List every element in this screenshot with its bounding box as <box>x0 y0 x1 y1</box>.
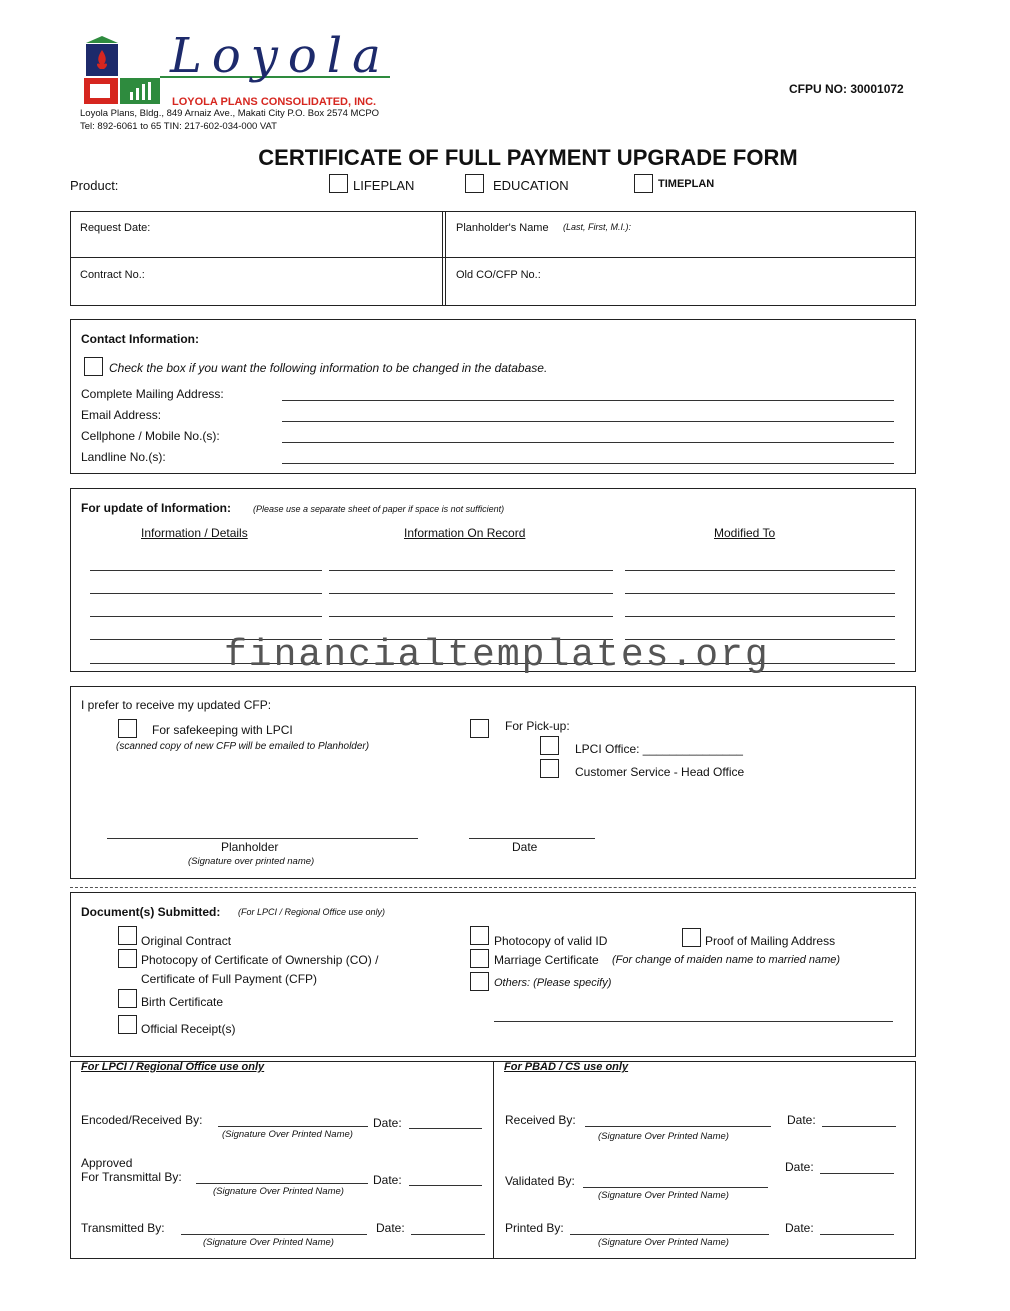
valid-id-checkbox[interactable] <box>470 926 489 945</box>
pickup-label: For Pick-up: <box>505 719 570 733</box>
validated-sig-note: (Signature Over Printed Name) <box>598 1190 729 1201</box>
contact-heading: Contact Information: <box>81 332 199 346</box>
documents-heading: Document(s) Submitted: <box>81 905 221 919</box>
update-field-modified-1[interactable] <box>625 570 895 571</box>
encoded-date-label: Date: <box>373 1116 402 1130</box>
validated-date-field[interactable] <box>820 1173 894 1174</box>
encoded-by-field[interactable] <box>218 1126 368 1127</box>
encoded-date-field[interactable] <box>409 1128 482 1129</box>
received-date-field[interactable] <box>822 1126 896 1127</box>
safekeeping-label: For safekeeping with LPCI <box>152 723 293 737</box>
email-address-label: Email Address: <box>81 408 162 422</box>
printed-date-field[interactable] <box>820 1234 894 1235</box>
others-label: Others: (Please specify) <box>494 977 612 989</box>
lifeplan-checkbox[interactable] <box>329 174 348 193</box>
encoded-by-sig-note: (Signature Over Printed Name) <box>222 1129 353 1140</box>
others-specify-field[interactable] <box>494 1021 893 1022</box>
mobile-no-label: Cellphone / Mobile No.(s): <box>81 429 220 443</box>
received-date-label: Date: <box>787 1113 816 1127</box>
company-tel: Tel: 892-6061 to 65 TIN: 217-602-034-000 VAT <box>80 121 277 132</box>
birth-certificate-label: Birth Certificate <box>141 995 224 1009</box>
education-label: EDUCATION <box>493 178 569 193</box>
receive-box <box>70 686 916 879</box>
encoded-by-label: Encoded/Received By: <box>81 1113 203 1127</box>
received-by-label: Received By: <box>505 1113 576 1127</box>
official-receipt-checkbox[interactable] <box>118 1015 137 1034</box>
company-address: Loyola Plans, Bldg., 849 Arnaiz Ave., Makati City P.O. Box 2574 MCPO <box>80 108 380 119</box>
col-modified-to: Modified To <box>714 526 776 540</box>
receive-heading: I prefer to receive my updated CFP: <box>81 698 272 712</box>
cut-line <box>70 887 916 888</box>
transmitted-date-label: Date: <box>376 1221 405 1235</box>
transmitted-date-field[interactable] <box>411 1234 485 1235</box>
approved-date-label: Date: <box>373 1173 402 1187</box>
marriage-certificate-checkbox[interactable] <box>470 949 489 968</box>
printed-date-label: Date: <box>785 1221 814 1235</box>
mailing-address-field[interactable] <box>282 400 894 401</box>
office-use-divider <box>493 1061 494 1259</box>
update-note: (Please use a separate sheet of paper if space is not sufficient) <box>253 504 505 514</box>
form-title: CERTIFICATE OF FULL PAYMENT UPGRADE FORM <box>258 145 798 170</box>
update-field-details-2[interactable] <box>90 593 322 594</box>
landline-no-field[interactable] <box>282 463 894 464</box>
photocopy-co-label-2: Certificate of Full Payment (CFP) <box>141 972 318 986</box>
photocopy-co-label: Photocopy of Certificate of Ownership (CO) / <box>141 953 379 967</box>
lpci-office-heading: For LPCI / Regional Office use only <box>81 1061 265 1073</box>
validated-by-field[interactable] <box>583 1187 768 1188</box>
product-label: Product: <box>70 178 119 193</box>
mailing-address-label: Complete Mailing Address: <box>81 387 224 401</box>
lpci-office-checkbox[interactable] <box>540 736 559 755</box>
request-divider <box>442 211 446 306</box>
col-information-details: Information / Details <box>141 526 248 540</box>
update-field-record-1[interactable] <box>329 570 613 571</box>
received-sig-note: (Signature Over Printed Name) <box>598 1131 729 1142</box>
official-receipt-label: Official Receipt(s) <box>141 1022 236 1036</box>
safekeeping-checkbox[interactable] <box>118 719 137 738</box>
approved-transmittal-label: For Transmittal By: <box>81 1170 182 1184</box>
company-name: LOYOLA PLANS CONSOLIDATED, INC. <box>172 96 377 108</box>
planholder-note: (Signature over printed name) <box>188 856 315 867</box>
request-date-label: Request Date: <box>80 222 151 234</box>
update-field-modified-3[interactable] <box>625 616 895 617</box>
printed-sig-note: (Signature Over Printed Name) <box>598 1237 729 1248</box>
timeplan-checkbox[interactable] <box>634 174 653 193</box>
pickup-checkbox[interactable] <box>470 719 489 738</box>
change-database-checkbox[interactable] <box>84 357 103 376</box>
receive-date-label: Date <box>512 840 538 854</box>
receive-date-line[interactable] <box>469 838 595 839</box>
approved-label: Approved <box>81 1156 133 1170</box>
update-field-details-1[interactable] <box>90 570 322 571</box>
col-information-on-record: Information On Record <box>404 526 526 540</box>
update-field-modified-2[interactable] <box>625 593 895 594</box>
marriage-certificate-label: Marriage Certificate <box>494 953 599 967</box>
validated-date-label: Date: <box>785 1160 814 1174</box>
email-address-field[interactable] <box>282 421 894 422</box>
logo-wordmark: Loyola <box>170 28 391 84</box>
approved-sig-note: (Signature Over Printed Name) <box>213 1186 344 1197</box>
transmitted-by-field[interactable] <box>181 1234 367 1235</box>
birth-certificate-checkbox[interactable] <box>118 989 137 1008</box>
proof-address-label: Proof of Mailing Address <box>705 934 836 948</box>
received-by-field[interactable] <box>585 1126 771 1127</box>
planholder-signature-line[interactable] <box>107 838 418 839</box>
education-checkbox[interactable] <box>465 174 484 193</box>
safekeeping-note: (scanned copy of new CFP will be emailed to Planholder) <box>116 741 370 752</box>
pbad-cs-heading: For PBAD / CS use only <box>504 1061 629 1073</box>
mobile-no-field[interactable] <box>282 442 894 443</box>
old-co-label: Old CO/CFP No.: <box>456 269 541 281</box>
cfpu-number: CFPU NO: 30001072 <box>789 82 904 96</box>
original-contract-label: Original Contract <box>141 934 232 948</box>
update-heading: For update of Information: <box>81 501 231 515</box>
lifeplan-label: LIFEPLAN <box>353 178 415 193</box>
photocopy-co-checkbox[interactable] <box>118 949 137 968</box>
cs-head-office-label: Customer Service - Head Office <box>575 765 745 779</box>
request-row-divider <box>70 257 916 258</box>
lpci-office-label: LPCI Office: _______________ <box>575 742 743 756</box>
planholder-label: Planholder <box>221 840 279 854</box>
update-field-record-2[interactable] <box>329 593 613 594</box>
approved-date-field[interactable] <box>409 1185 482 1186</box>
watermark-text: financialtemplates.org <box>224 634 770 677</box>
valid-id-label: Photocopy of valid ID <box>494 934 608 948</box>
documents-note: (For LPCI / Regional Office use only) <box>238 907 386 917</box>
transmitted-sig-note: (Signature Over Printed Name) <box>203 1237 334 1248</box>
transmitted-by-label: Transmitted By: <box>81 1221 165 1235</box>
approved-by-field[interactable] <box>196 1183 368 1184</box>
planholder-name-hint: (Last, First, M.I.): <box>563 222 632 232</box>
update-field-details-3[interactable] <box>90 616 322 617</box>
proof-address-checkbox[interactable] <box>682 928 701 947</box>
original-contract-checkbox[interactable] <box>118 926 137 945</box>
cs-head-office-checkbox[interactable] <box>540 759 559 778</box>
update-field-record-3[interactable] <box>329 616 613 617</box>
marriage-certificate-note: (For change of maiden name to married name) <box>612 954 841 966</box>
printed-by-label: Printed By: <box>505 1221 564 1235</box>
validated-by-label: Validated By: <box>505 1174 575 1188</box>
change-database-text: Check the box if you want the following information to be changed in the database. <box>109 361 548 375</box>
planholder-name-label: Planholder's Name <box>456 222 549 234</box>
others-checkbox[interactable] <box>470 972 489 991</box>
landline-no-label: Landline No.(s): <box>81 450 166 464</box>
timeplan-label: TIMEPLAN <box>658 178 715 190</box>
printed-by-field[interactable] <box>570 1234 769 1235</box>
contract-no-label: Contract No.: <box>80 269 145 281</box>
